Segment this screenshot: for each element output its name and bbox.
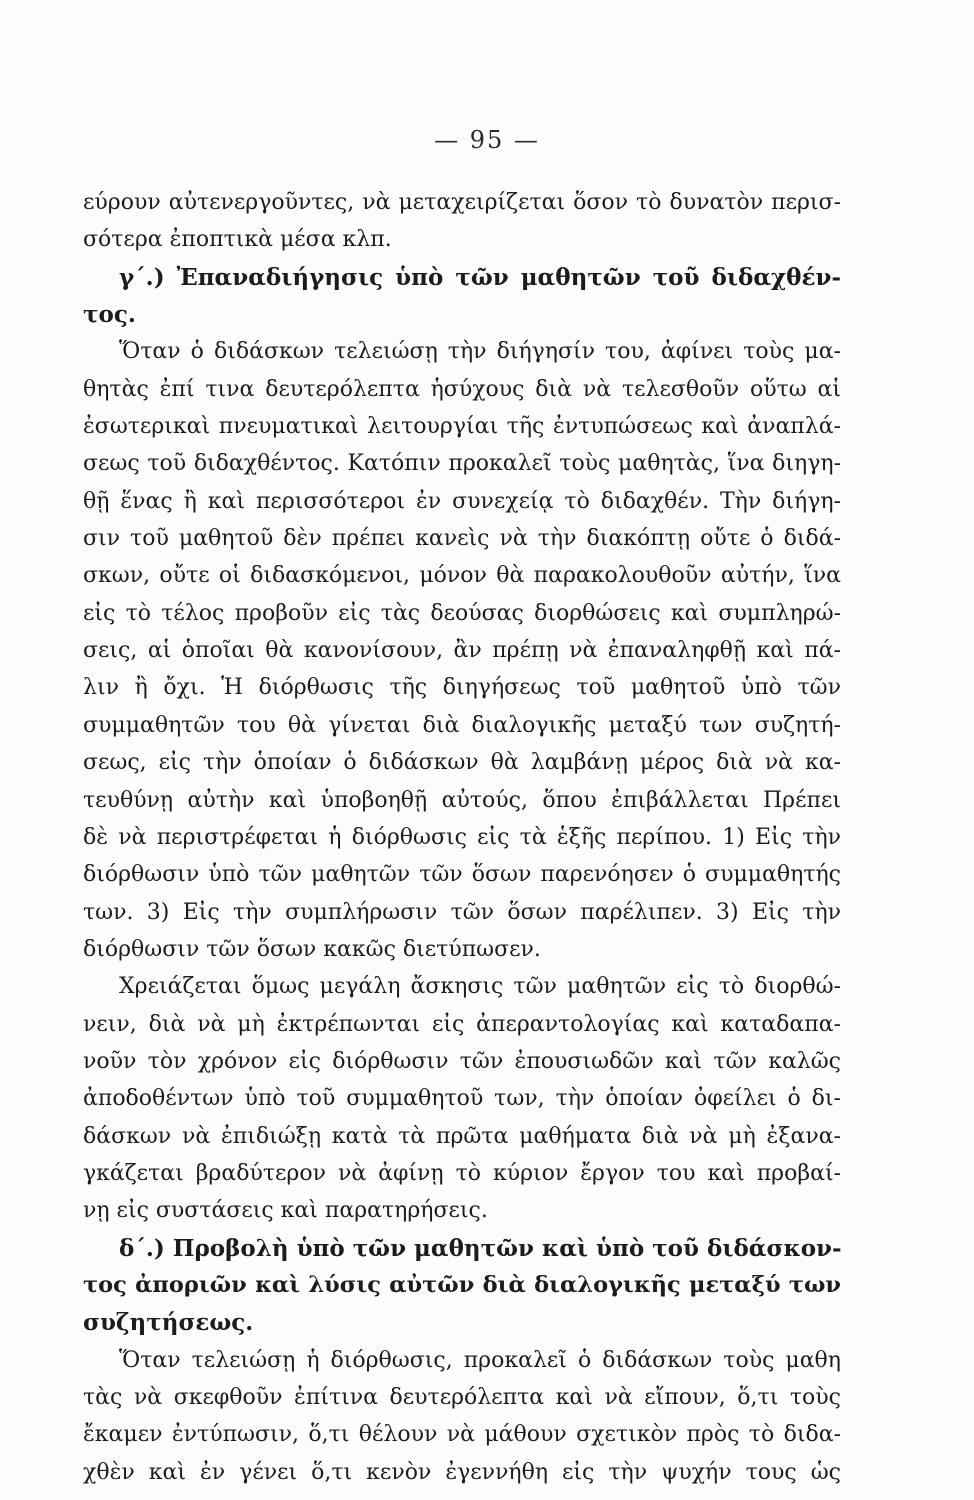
section-heading-line: τος ἀποριῶν καὶ λύσις αὐτῶν διὰ διαλογικῆς μεταξύ των [83,1271,841,1298]
section-heading-line: δ΄.) Προβολὴ ὑπὸ τῶν μαθητῶν καὶ ὑπὸ τοῦ διδάσκον- [119,1234,842,1262]
text-line: τευθύνῃ αὐτὴν καὶ ὑποβοηθῇ αὐτούς, ὅπου ἐπιβάλλεται Πρέπει [83,787,841,813]
text-line: σότερα ἐποπτικὰ μέσα κλπ. [83,227,392,253]
text-line: Χρειάζεται ὅμως μεγάλη ἄσκησις τῶν μαθητῶν εἰς τὸ διορθώ- [119,974,841,1000]
text-line: σκων, οὔτε οἱ διδασκόμενοι, μόνον θὰ παρακολουθοῦν αὐτήν, ἵνα [83,563,841,589]
text-line: θητὰς ἐπί τινα δευτερόλεπτα ἡσύχους διὰ νὰ τελεσθοῦν οὕτω αἱ [83,376,841,402]
text-line: νῃ εἰς συστάσεις καὶ παρατηρήσεις. [83,1198,488,1224]
text-line: λιν ἢ ὄχι. Ἡ διόρθωσις τῆς διηγήσεως τοῦ μαθητοῦ ὑπὸ τῶν [83,675,841,701]
text-line: ἐσωτερικαὶ πνευματικαὶ λειτουργίαι τῆς ἐντυπώσεως καὶ ἀναπλά- [83,414,841,440]
section-heading-line: γ΄.) Ἐπαναδιήγησις ὑπὸ τῶν μαθητῶν τοῦ διδαχθέν- [119,263,841,291]
text-line: δάσκων νὰ ἐπιδιώξῃ κατὰ τὰ πρῶτα μαθήματα διὰ νὰ μὴ ἐξανα- [83,1123,841,1149]
text-line: σεως τοῦ διδαχθέντος. Κατόπιν προκαλεῖ τοὺς μαθητὰς, ἵνα διηγη- [83,451,841,477]
text-line: νοῦν τὸν χρόνον εἰς διόρθωσιν τῶν ἐπουσιωδῶν καὶ τῶν καλῶς [83,1048,841,1074]
text-line: Ὅταν ὁ διδάσκων τελειώσῃ τὴν διήγησίν του, ἀφίνει τοὺς μα- [119,339,841,365]
text-line: γκάζεται βραδύτερον νὰ ἀφίνῃ τὸ κύριον ἔργον του καὶ προβαί- [83,1160,841,1186]
text-line: εύρουν αὐτενεργοῦντες, νὰ μεταχειρίζεται ὅσον τὸ δυνατὸν περισ- [83,190,841,215]
text-line: εἰς τὸ τέλος προβοῦν εἰς τὰς δεούσας διορθώσεις καὶ συμπληρώ- [83,600,841,626]
text-line: θῇ ἕνας ἢ καὶ περισσότεροι ἐν συνεχείᾳ τὸ διδαχθέν. Τὴν διήγη- [83,488,841,514]
text-line: ἔκαμεν ἐντύπωσιν, ὅ,τι θέλουν νὰ μάθουν σχετικὸν πρὸς τὸ διδα- [83,1422,841,1448]
text-line: νειν, διὰ νὰ μὴ ἐκτρέπωνται εἰς ἀπεραντολογίας καὶ καταδαπα- [83,1011,841,1037]
text-line: των. 3) Εἰς τὴν συμπλήρωσιν τῶν ὅσων παρέλιπεν. 3) Εἰς τὴν [83,899,841,925]
text-line: ἀποδοθέντων ὑπὸ τοῦ συμμαθητοῦ των, τὴν ὁποίαν ὀφείλει ὁ δι- [83,1086,841,1112]
text-line: σεως, εἰς τὴν ὁποίαν ὁ διδάσκων θὰ λαμβάνῃ μέρος διὰ νὰ κα- [83,750,841,776]
text-line: δὲ νὰ περιστρέφεται ἡ διόρθωσις εἰς τὰ ἑξῆς περίπου. 1) Εἰς τὴν [83,824,841,850]
body-text [83,184,841,1491]
section-heading-line: τος. [83,301,136,329]
text-line: χθὲν καὶ ἐν γένει ὅ,τι κενὸν ἐγεννήθη εἰς τὴν ψυχήν τους ὡς [83,1459,841,1485]
section-heading-line: συζητήσεως. [83,1309,254,1337]
text-line: διόρθωσιν τῶν ὅσων κακῶς διετύπωσεν. [83,936,541,962]
text-line: Ὅταν τελειώσῃ ἡ διόρθωσις, προκαλεῖ ὁ διδάσκων τοὺς μαθη [119,1347,841,1373]
text-line: σεις, αἱ ὁποῖαι θὰ κανονίσουν, ἂν πρέπῃ νὰ ἐπαναληφθῇ καὶ πά- [83,638,841,664]
text-line: διόρθωσιν ὑπὸ τῶν μαθητῶν τῶν ὅσων παρενόησεν ὁ συμμαθητής [83,862,841,888]
text-line: τὰς νὰ σκεφθοῦν ἐπίτινα δευτερόλεπτα καὶ νὰ εἴπουν, ὅ,τι τοὺς [83,1385,841,1410]
text-line: συμμαθητῶν του θὰ γίνεται διὰ διαλογικῆς μεταξύ των συζητή- [83,712,841,738]
page-number: — 95 — [434,126,540,154]
text-line: σιν τοῦ μαθητοῦ δὲν πρέπει κανεὶς νὰ τὴν διακόπτῃ οὔτε ὁ διδά- [83,526,841,552]
